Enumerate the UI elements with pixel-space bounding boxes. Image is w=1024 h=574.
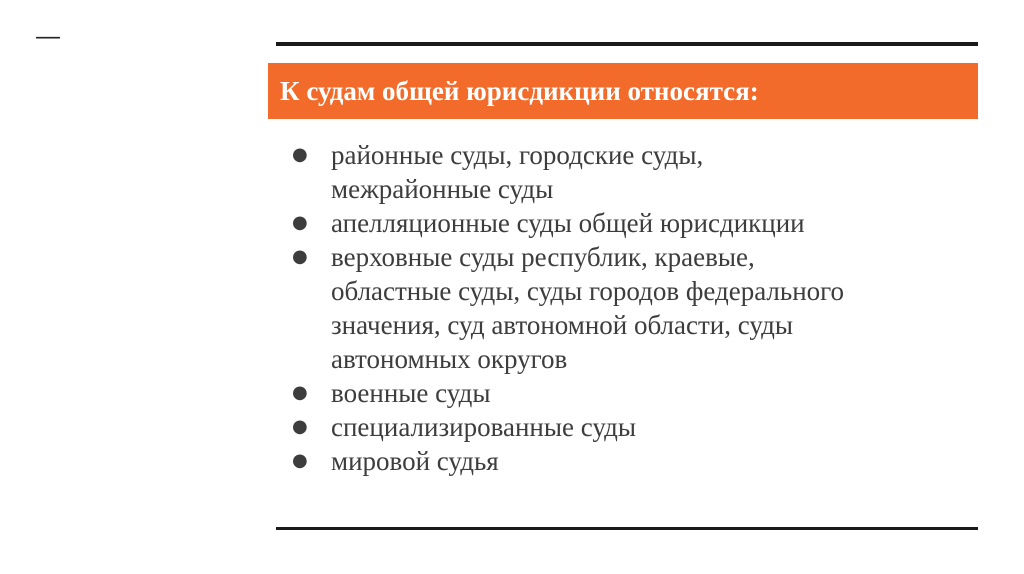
bullet-icon: ● xyxy=(292,144,308,165)
slide-title: К судам общей юрисдикции относятся: xyxy=(280,75,759,106)
list-item xyxy=(292,410,972,444)
corner-dash: — xyxy=(36,23,60,50)
list-item-line: военные суды xyxy=(331,378,491,408)
list-item-line: автономных округов xyxy=(331,344,568,374)
title-bar xyxy=(268,63,978,119)
list-item-line: районные суды, городские суды, xyxy=(331,140,704,170)
bullet-icon: ● xyxy=(292,246,308,267)
list-item-line: областные суды, суды городов федерального xyxy=(331,276,845,306)
court-list xyxy=(292,138,972,478)
list-item xyxy=(292,138,972,206)
list-item-line: значения, суд автономной области, суды xyxy=(331,310,794,340)
top-rule xyxy=(276,42,978,46)
list-item xyxy=(292,206,972,240)
bullet-icon: ● xyxy=(292,450,308,471)
bullet-icon: ● xyxy=(292,382,308,403)
list-item xyxy=(292,444,972,478)
list-item-line: апелляционные суды общей юрисдикции xyxy=(331,208,805,238)
bullet-icon: ● xyxy=(292,416,308,437)
list-item xyxy=(292,376,972,410)
list-item-line: специализированные суды xyxy=(331,412,637,442)
list-item xyxy=(292,240,972,376)
bullet-icon: ● xyxy=(292,212,308,233)
list-item-line: межрайонные суды xyxy=(331,174,554,204)
bottom-rule xyxy=(276,527,978,530)
list-item-line: мировой судья xyxy=(331,446,499,476)
list-item-line: верховные суды республик, краевые, xyxy=(331,242,755,272)
